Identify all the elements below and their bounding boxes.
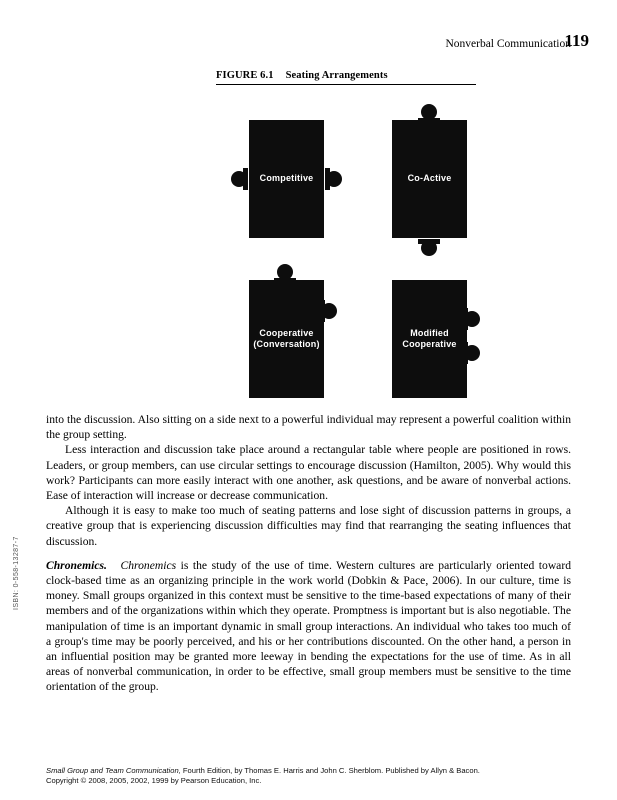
modified-label-line1: Modified xyxy=(410,327,449,338)
co-active-label: Co-Active xyxy=(407,173,452,184)
paragraph-3: Although it is easy to make too much of seating patterns and lose sight of discussion patterns in groups, a creative group that is experiencing discussion difficulties may find that rearranging the seating influences that discussion. xyxy=(46,504,571,548)
modified-cooperative-label xyxy=(402,328,456,351)
footer-book-title: Small Group and Team Communication, xyxy=(46,766,181,775)
paragraph-1: into the discussion. Also sitting on a side next to a powerful individual may represent a powerful coalition within the group setting. xyxy=(46,413,571,442)
modified-label-line2: Cooperative xyxy=(402,339,457,349)
figure-diagram xyxy=(190,98,520,398)
competitive-table xyxy=(249,120,324,238)
footer-line-1 xyxy=(46,766,577,776)
paragraph-chronemics xyxy=(46,558,571,695)
footer-line-2: Copyright © 2008, 2005, 2002, 1999 by Pearson Education, Inc. xyxy=(46,776,262,785)
co-active-table xyxy=(392,120,467,238)
person-marker-icon xyxy=(418,106,440,120)
chronemics-body: is the study of the use of time. Western cultures are particularly oriented toward clock-based time as an organizing principle in the work world (Dobkin & Pace, 2006). In our culture, time is money. Small groups organized in this context must be sensitive to the time-based expectations of many of their members and of the organizations within which they operate. Promptness is important but is also negotiable. The manipulation of time is an important dynamic in small group interactions. An individual who takes too much of a group's time may be poorly perceived, and his or her contributions discounted. On the other hand, a person in an influential position may be granted more leeway in bending the expectations for the use of time. As in all areas of nonverbal communication, in order to be effective, small group members must be sensitive to the time orientation of the group. xyxy=(46,558,571,694)
arrangement-cooperative xyxy=(194,268,344,398)
figure-caption xyxy=(216,70,492,84)
spine-isbn: ISBN: 0-558-13287-7 xyxy=(13,536,20,610)
page-number: 119 xyxy=(564,31,589,50)
figure-rule xyxy=(216,84,476,85)
figure-heading xyxy=(216,70,492,85)
person-marker-icon xyxy=(274,266,296,280)
cooperative-label-line1: Cooperative xyxy=(259,327,314,338)
figure-title: Seating Arrangements xyxy=(285,70,388,81)
cooperative-label xyxy=(253,328,319,351)
cooperative-table xyxy=(249,280,324,398)
person-marker-icon xyxy=(465,308,479,330)
arrangement-co-active xyxy=(376,102,516,250)
cooperative-label-line2: (Conversation) xyxy=(253,339,320,349)
paragraph-2: Less interaction and discussion take place around a rectangular table where people are positioned in rows. Leaders, or group members, can use circular settings to encourage discussion (Hamilton, 2005). Why would this work? Participants can more easily interact with one another, ask questions, and be aware of nonverbal actions. Ease of interaction will increase or decrease communication. xyxy=(46,443,571,503)
page-footer xyxy=(46,766,577,786)
person-marker-icon xyxy=(327,168,341,190)
person-marker-icon xyxy=(232,168,246,190)
footer-credit: Fourth Edition, by Thomas E. Harris and John C. Sherblom. Published by Allyn & Bacon. xyxy=(180,766,480,775)
person-marker-icon xyxy=(418,242,440,256)
modified-cooperative-table xyxy=(392,280,467,398)
chronemics-italic: Chronemics xyxy=(120,558,177,572)
arrangement-modified-cooperative xyxy=(376,280,526,400)
arrangement-competitive xyxy=(194,120,334,238)
person-marker-icon xyxy=(465,342,479,364)
figure-label: FIGURE 6.1 xyxy=(216,70,274,81)
running-head xyxy=(0,38,571,50)
person-marker-icon xyxy=(322,300,336,322)
chronemics-term: Chronemics. xyxy=(46,558,107,572)
competitive-label: Competitive xyxy=(259,173,314,184)
running-head-title: Nonverbal Communication xyxy=(445,38,571,50)
body-text xyxy=(46,412,571,695)
